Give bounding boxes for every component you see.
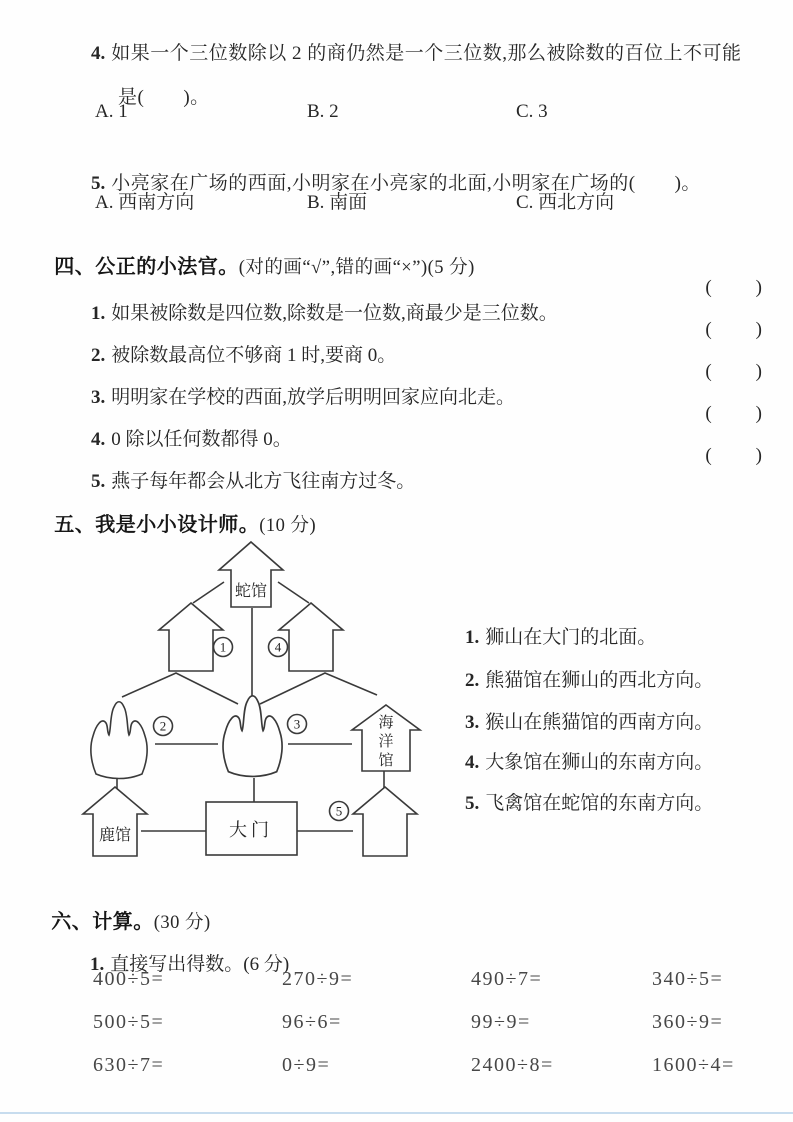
equation: 96÷6=: [282, 1011, 342, 1033]
svg-text:1: 1: [219, 639, 227, 655]
item-number: 1.: [91, 303, 106, 324]
option-c: C. 西北方向: [516, 192, 615, 213]
question-text: 如果一个三位数除以 2 的商仍然是一个三位数,那么被除数的百位上不可能: [111, 43, 742, 64]
answer-parens: ( ): [705, 319, 764, 340]
equation: 500÷5=: [93, 1011, 165, 1033]
equation: 490÷7=: [471, 968, 543, 990]
circled-number-5: [330, 802, 349, 821]
item-number: 3.: [91, 387, 106, 408]
deer-house-label: 鹿馆: [98, 827, 132, 844]
circled-number-4: [269, 638, 288, 657]
deer-house-shape: [83, 787, 147, 856]
subsection-number: 1.: [90, 954, 105, 975]
section-score: (30 分): [153, 913, 211, 933]
answer-parens: ( ): [705, 445, 764, 466]
equation: 99÷9=: [471, 1011, 531, 1033]
zoo-map-figure: [70, 534, 440, 874]
svg-text:3: 3: [293, 716, 301, 732]
clue-number: 1.: [465, 627, 480, 648]
section-score: (10 分): [259, 516, 317, 536]
blank-house-4-shape: [279, 603, 343, 671]
clue-text: 狮山在大门的北面。: [485, 627, 657, 648]
ocean-house-label-char3: 馆: [378, 753, 394, 769]
option-c: C. 3: [516, 101, 548, 122]
clue-number: 3.: [465, 712, 480, 733]
circled-number-2: [154, 717, 173, 736]
main-gate-label: 大门: [229, 820, 273, 840]
section-title: 五、我是小小设计师。: [54, 514, 260, 536]
svg-text:2: 2: [159, 718, 167, 734]
clue-text: 熊猫馆在狮山的西北方向。: [485, 670, 714, 691]
question-text: 小亮家在广场的西面,小明家在小亮家的北面,小明家在广场的( )。: [111, 173, 701, 194]
equation: 340÷5=: [652, 968, 724, 990]
equation: 630÷7=: [93, 1054, 165, 1076]
question-number: 5.: [91, 173, 106, 194]
equation: 360÷9=: [652, 1011, 724, 1033]
equation: 1600÷4=: [652, 1054, 735, 1076]
circled-number-3: [288, 715, 307, 734]
blank-house-1-shape: [159, 603, 223, 671]
subsection-score: (6 分): [243, 954, 290, 975]
option-a: A. 西南方向: [95, 192, 195, 213]
item-number: 5.: [91, 471, 106, 492]
item-text: 明明家在学校的西面,放学后明明回家应向北走。: [111, 387, 516, 408]
clue-number: 4.: [465, 752, 480, 773]
ocean-house-label-char1: 海: [378, 715, 394, 731]
item-text: 如果被除数是四位数,除数是一位数,商最少是三位数。: [111, 303, 558, 324]
question-5-options: [0, 187, 793, 213]
mountain-center-shape: [223, 696, 282, 777]
question-4-options: [0, 101, 793, 127]
item-text: 0 除以任何数都得 0。: [111, 429, 292, 450]
subsection-title: 直接写出得数。: [110, 954, 244, 975]
mountain-left-shape: [91, 702, 147, 779]
clue-text: 飞禽馆在蛇馆的东南方向。: [485, 793, 714, 814]
option-a: A. 1: [95, 101, 128, 122]
item-number: 2.: [91, 345, 106, 366]
equation: 2400÷8=: [471, 1054, 554, 1076]
bottom-page-rule: [0, 1112, 793, 1114]
item-text: 被除数最高位不够商 1 时,要商 0。: [111, 345, 397, 366]
answer-parens: ( ): [705, 277, 764, 298]
clue-text: 猴山在熊猫馆的西南方向。: [485, 712, 714, 733]
clue-number: 2.: [465, 670, 480, 691]
ocean-house-label-char2: 洋: [378, 734, 394, 750]
svg-text:4: 4: [274, 639, 282, 655]
clue-5: [446, 765, 713, 843]
section-title: 六、计算。: [51, 911, 154, 933]
answer-parens: ( ): [705, 403, 764, 424]
equation-grid: [93, 966, 772, 1078]
circled-number-1: [214, 638, 233, 657]
blank-house-5-shape: [353, 787, 417, 856]
item-number: 4.: [91, 429, 106, 450]
clue-number: 5.: [465, 793, 480, 814]
svg-text:5: 5: [335, 803, 343, 819]
clue-text: 大象馆在狮山的东南方向。: [485, 752, 714, 773]
section-title: 四、公正的小法官。: [54, 256, 239, 278]
option-b: B. 南面: [307, 192, 368, 213]
answer-blank: 是( )。: [118, 87, 210, 108]
section-note: (对的画“√”,错的画“×”)(5 分): [238, 258, 475, 278]
option-b: B. 2: [307, 101, 339, 122]
snake-house-label: 蛇馆: [234, 583, 268, 600]
equation: 400÷5=: [93, 968, 165, 990]
answer-parens: ( ): [705, 361, 764, 382]
equation: 0÷9=: [282, 1054, 331, 1076]
equation: 270÷9=: [282, 968, 354, 990]
question-number: 4.: [91, 43, 106, 64]
item-text: 燕子每年都会从北方飞往南方过冬。: [111, 471, 416, 492]
